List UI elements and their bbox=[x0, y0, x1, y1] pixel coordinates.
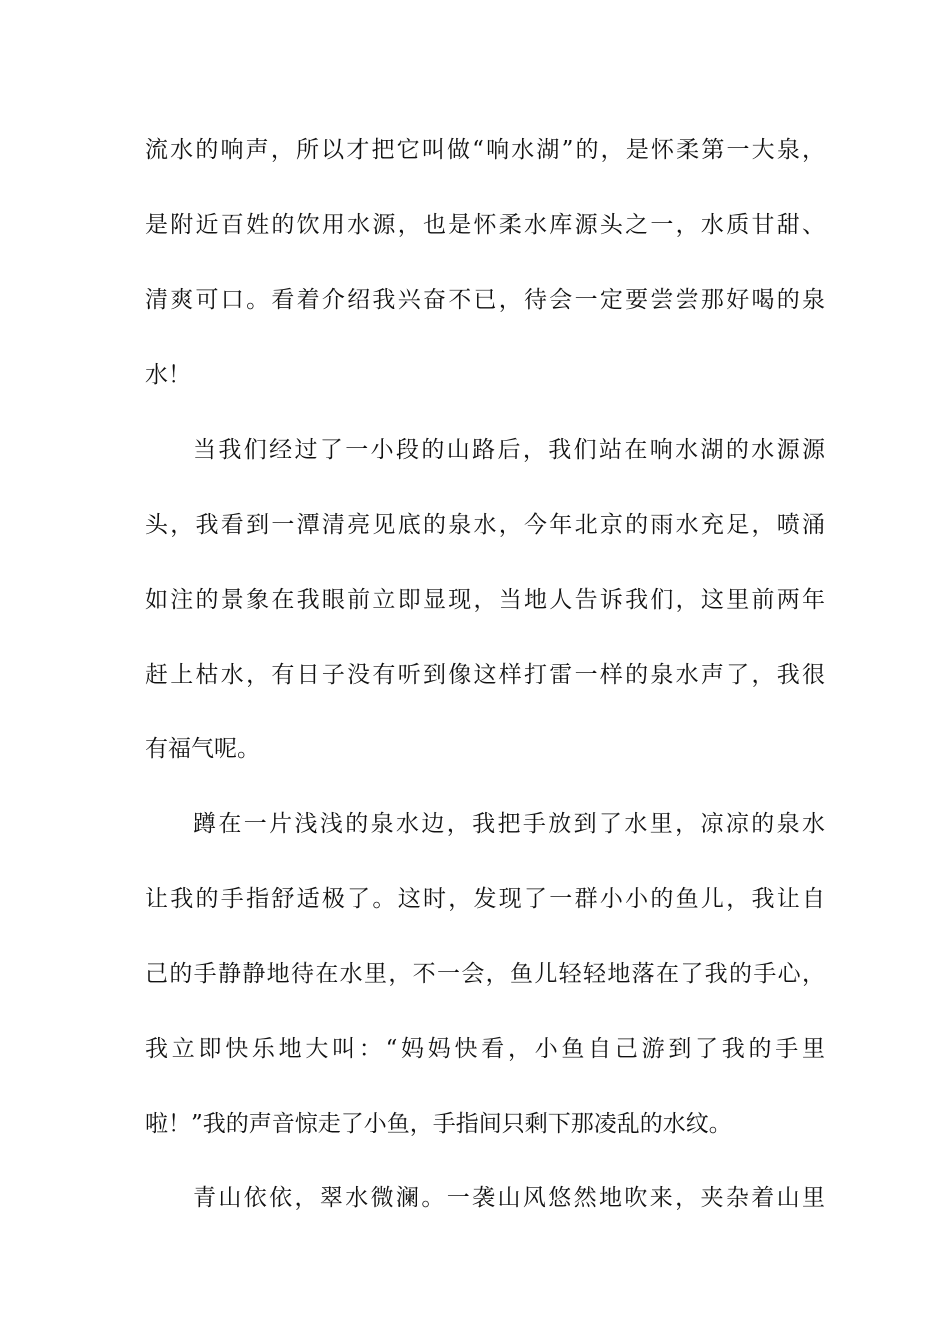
text-line: 头，我看到一潭清亮见底的泉水，今年北京的雨水充足，喷涌 bbox=[145, 512, 825, 538]
text-line: 啦！”我的声音惊走了小鱼，手指间只剩下那凌乱的水纹。 bbox=[145, 1111, 732, 1137]
paragraph-first-line: 当我们经过了一小段的山路后，我们站在响水湖的水源源 bbox=[193, 437, 825, 463]
text-line: 我立即快乐地大叫：“妈妈快看，小鱼自己游到了我的手里 bbox=[145, 1036, 825, 1062]
text-line: 让我的手指舒适极了。这时，发现了一群小小的鱼儿，我让自 bbox=[145, 886, 825, 912]
text-line: 清爽可口。看着介绍我兴奋不已，待会一定要尝尝那好喝的泉 bbox=[145, 287, 825, 313]
text-line: 有福气呢。 bbox=[145, 736, 260, 762]
text-line: 水！ bbox=[145, 362, 191, 388]
paragraph-first-line: 青山依依，翠水微澜。一袭山风悠然地吹来，夹杂着山里 bbox=[193, 1185, 825, 1211]
paragraph-first-line: 蹲在一片浅浅的泉水边，我把手放到了水里，凉凉的泉水 bbox=[193, 811, 825, 837]
text-line: 赶上枯水，有日子没有听到像这样打雷一样的泉水声了，我很 bbox=[145, 662, 825, 688]
text-line: 己的手静静地待在水里，不一会，鱼儿轻轻地落在了我的手心， bbox=[145, 961, 825, 987]
text-line: 流水的响声，所以才把它叫做“响水湖”的，是怀柔第一大泉， bbox=[145, 137, 825, 163]
text-line: 如注的景象在我眼前立即显现，当地人告诉我们，这里前两年 bbox=[145, 587, 825, 613]
text-line: 是附近百姓的饮用水源，也是怀柔水库源头之一，水质甘甜、 bbox=[145, 212, 825, 238]
